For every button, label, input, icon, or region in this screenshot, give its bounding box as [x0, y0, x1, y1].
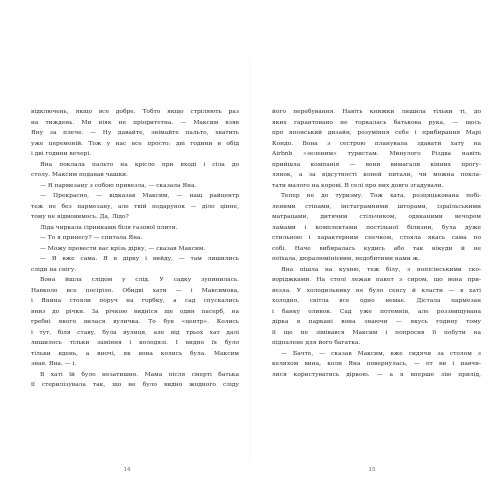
text-line: і тут, біля ставу, була вулиця, але від трьох хат далі — [31, 329, 239, 336]
book-gutter — [249, 60, 251, 460]
text-line: Тепер не до туризму. Тож хата, розцяцькована побі- — [281, 193, 481, 199]
right-page-number: 15 — [368, 467, 376, 473]
text-line: його перебування. Навіть книжки лишила тільки ті, до — [272, 109, 481, 115]
text-line: Вона йшла слідом у слід. У садку зупинилась. — [40, 277, 239, 283]
text-line: прийшла компанія — вони вимагали кінних прогу- — [272, 161, 481, 168]
text-line: теж не без пармезану, але твій подарунок — діло цінне, — [31, 203, 239, 210]
left-page-number: 14 — [123, 467, 131, 473]
text-line: Airbnb «зеленим» туристам. Минулого Різдва навіть — [272, 151, 481, 157]
text-line: — Можу провести вас крізь дірку, — сказав Максим. — [40, 245, 206, 252]
text-line: — Бачте, — сказав Максим, вже сидячи за столом з — [281, 350, 481, 357]
text-line: келихом вина, коли Яна повернулась, — от ви і навчи- — [272, 361, 481, 367]
text-line: — Я вже сама. Я в дірку і вийду, — там лишились — [40, 256, 239, 262]
text-line: — Я пармезану з собою привезла, — сказала Яна. — [40, 182, 197, 189]
text-line: леними стінами, інстаграмними шторами, ізраїльськими — [272, 203, 481, 210]
text-line: матрацами, дитячим стільчиком, одяканими вечором — [272, 214, 481, 220]
right-page-text — [272, 107, 481, 380]
text-line: про японський дизайн, розуміння себе і прибирання Марі — [272, 130, 481, 136]
text-line: Яна пішла на кухню, теж білу, з нопісінськими ско- — [281, 266, 481, 273]
text-line: і банку оливок. Сад уже потемнів, але роззвищувана — [272, 308, 481, 315]
text-line: лишилось тільки заміння і колодязі. І видно їх було — [31, 340, 239, 346]
text-line: вниз до річки. За річкою видніся ще один пасерб, на — [31, 308, 239, 315]
text-line: везла. У холодильнику не було сенсу й класти — в хаті — [272, 287, 481, 294]
left-page — [31, 107, 239, 391]
text-line: тільки вдень, а вночі, як вона колись була. Максим — [31, 350, 239, 357]
text-line: її стерилізувала так, що не було видно жодного сліду — [31, 382, 239, 388]
text-line: її ще не зімівався Максим і попросив її побути на — [272, 329, 481, 336]
left-page-text — [31, 107, 239, 391]
text-line: знав. Яна. — і. — [31, 361, 77, 367]
text-line: і Янина стояли поруч на горбку, а сад спускались — [31, 298, 239, 304]
text-line: ламами і комплектами постільної білизни, була дуже — [272, 224, 481, 231]
text-line: Кондо. Вона з сестрою планувала здавати хату на — [272, 140, 481, 147]
text-line: поїхала, дюралюмінієвим, недобитими нами ж. — [272, 256, 420, 262]
text-line: тати малого на корові. В селі про них довго згадували. — [272, 182, 444, 189]
text-line: дірка в паркані вона знаючи — якусь годину тому — [272, 319, 481, 325]
text-line: лянок, а за відсутності коней питали, чи можна покла- — [272, 172, 481, 178]
text-line: підпалене для його багатка. — [272, 340, 361, 346]
text-line: Ліда чиркала сірниками біля газової плити. — [40, 224, 178, 231]
text-line: сліди на снігу. — [31, 266, 77, 273]
text-line: гребні якого вилася вуличка. То був «центр». Колись — [31, 319, 239, 325]
text-line: Навколо все посіріло. Обидві хати — і Максимова, — [31, 287, 239, 294]
text-line: яких гарантовано не торкалась батькова рука, — щось — [272, 119, 481, 126]
text-line: Яна поклала пальто на крісло при вході і сіла до — [40, 161, 239, 168]
text-line: собі. Наче вибиралась кудись або так нікуди й не — [272, 245, 481, 252]
right-page — [272, 107, 481, 380]
text-line: В хаті їй було незатишно. Мама після смерті батька — [40, 371, 239, 378]
text-line: лися користуватись діркою. — а я вперше зію прилід, — [272, 371, 481, 378]
text-line: і дві години вечері. — [31, 151, 92, 157]
text-line: воріджками. На столі лежав пакет з сиром, що вона при- — [272, 277, 481, 283]
text-line: стильною і характерним спечком, стояла якась сама по — [272, 235, 481, 241]
text-line: відключень, якщо все добре. Тобто якщо стріляють раз — [31, 109, 239, 115]
text-line: — Прекрасно, — відказав Максим, — наш райцентр — [40, 193, 239, 199]
text-line: уже церемоній. Тож у нас все просто: дві години в обід — [31, 140, 239, 147]
text-line: столу. Максим подавав чашки. — [31, 172, 128, 178]
text-line: Яну за плече. — Ну давайте, знімайте пальто, хватить — [31, 130, 239, 136]
text-line: на тиждень. Ми ніяк не пріоритетна. — Максим взяв — [31, 119, 239, 126]
text-line: — То я принесу? — спитала Яна. — [40, 235, 143, 241]
text-line: тому не відмовимось. Да, Лідо? — [31, 214, 129, 220]
text-line: холодно, світла все одно немає. Дістала пармезан — [272, 298, 481, 304]
